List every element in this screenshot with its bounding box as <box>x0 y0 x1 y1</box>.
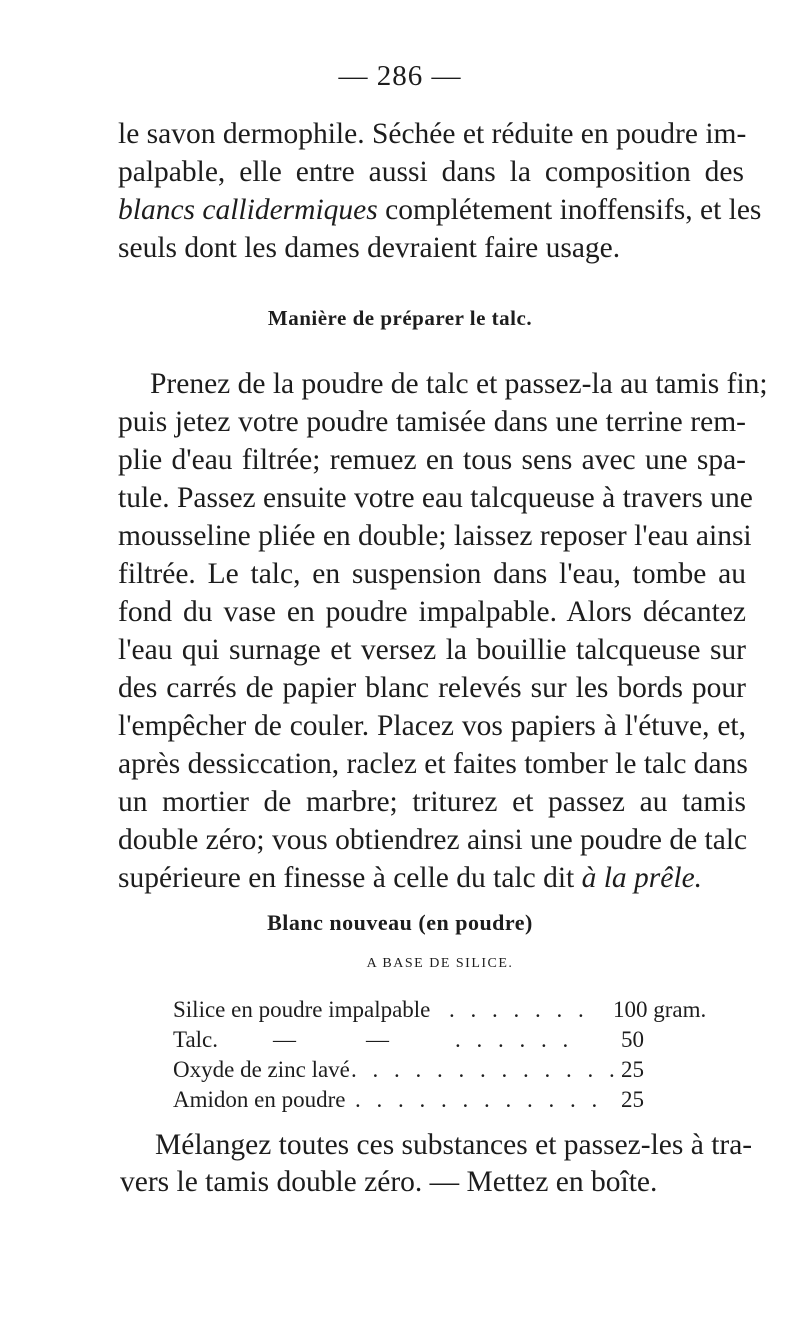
italic-term: à la prêle. <box>581 862 703 894</box>
text-line: des carrés de papier blanc relevés sur les bords pour <box>118 672 746 704</box>
text-line: mousseline pliée en double; laissez reposer l'eau ainsi <box>118 520 752 552</box>
text-line: Prenez de la poudre de talc et passez-la au tamis fin; <box>150 368 768 400</box>
text-line: filtrée. Le talc, en suspension dans l'eau, tombe au <box>118 558 746 590</box>
ingredient-name: Silice en poudre impalpable <box>173 997 431 1022</box>
text-line: un mortier de marbre; triturez et passez au tamis <box>118 786 746 818</box>
text-line: le savon dermophile. Séchée et réduite en poudre im- <box>118 118 747 150</box>
leader-dots: . . . . . . <box>455 1027 574 1052</box>
leader-dots: . . . . . . . . . . . . . <box>351 1057 620 1082</box>
text-line: vers le tamis double zéro. — Mettez en boîte. <box>120 1166 658 1198</box>
text-line: palpable, elle entre aussi dans la composition des <box>118 156 744 188</box>
ingredient-name: Amidon en poudre <box>173 1087 346 1112</box>
ingredient-quantity: 50 <box>621 1027 644 1052</box>
text-line <box>118 860 702 896</box>
text-line: après dessiccation, raclez et faites tomber le talc dans <box>118 748 748 780</box>
ingredient-quantity: 100 gram. <box>613 997 707 1022</box>
leader-dots: . . . . . . . . . . . . <box>355 1087 603 1112</box>
section-heading: Manière de préparer le talc. <box>267 306 533 330</box>
text-span: supérieure en finesse à celle du talc dit <box>118 862 582 894</box>
text-line: double zéro; vous obtiendrez ainsi une poudre de talc <box>118 824 748 856</box>
text-line <box>118 192 762 228</box>
recipe-subheading: A BASE DE SILICE. <box>366 956 514 971</box>
recipe-row <box>173 1025 713 1055</box>
text-line: fond du vase en poudre impalpable. Alors décantez <box>118 596 746 628</box>
ingredient-quantity: 25 <box>621 1087 644 1112</box>
recipe-row <box>173 1055 713 1085</box>
recipe-row <box>173 995 713 1025</box>
ingredient-name: Talc. <box>173 1027 219 1052</box>
italic-term: blancs callidermiques <box>118 194 378 226</box>
ditto-dash: — <box>273 1027 301 1052</box>
text-span: complétement inoffensifs, et les <box>377 194 762 226</box>
text-line: plie d'eau filtrée; remuez en tous sens avec une spa- <box>118 444 746 476</box>
recipe-heading: Blanc nouveau (en poudre) <box>267 910 533 935</box>
text-line: tule. Passez ensuite votre eau talcqueuse à travers une <box>118 482 753 514</box>
text-line: l'eau qui surnage et versez la bouillie talcqueuse sur <box>118 634 746 666</box>
leader-dots: . . . . . . . <box>449 997 589 1022</box>
recipe-row <box>173 1085 713 1115</box>
ingredient-name: Oxyde de zinc lavé <box>173 1057 350 1082</box>
page-number: — 286 — <box>338 60 462 92</box>
ingredient-quantity: 25 <box>621 1057 644 1082</box>
text-line: puis jetez votre poudre tamisée dans une terrine rem- <box>118 406 746 438</box>
text-line: seuls dont les dames devraient faire usage. <box>118 232 621 264</box>
ditto-dash: — <box>366 1027 394 1052</box>
text-line: l'empêcher de couler. Placez vos papiers à l'étuve, et, <box>118 710 746 742</box>
text-line: Mélangez toutes ces substances et passez-les à tra- <box>155 1129 753 1161</box>
